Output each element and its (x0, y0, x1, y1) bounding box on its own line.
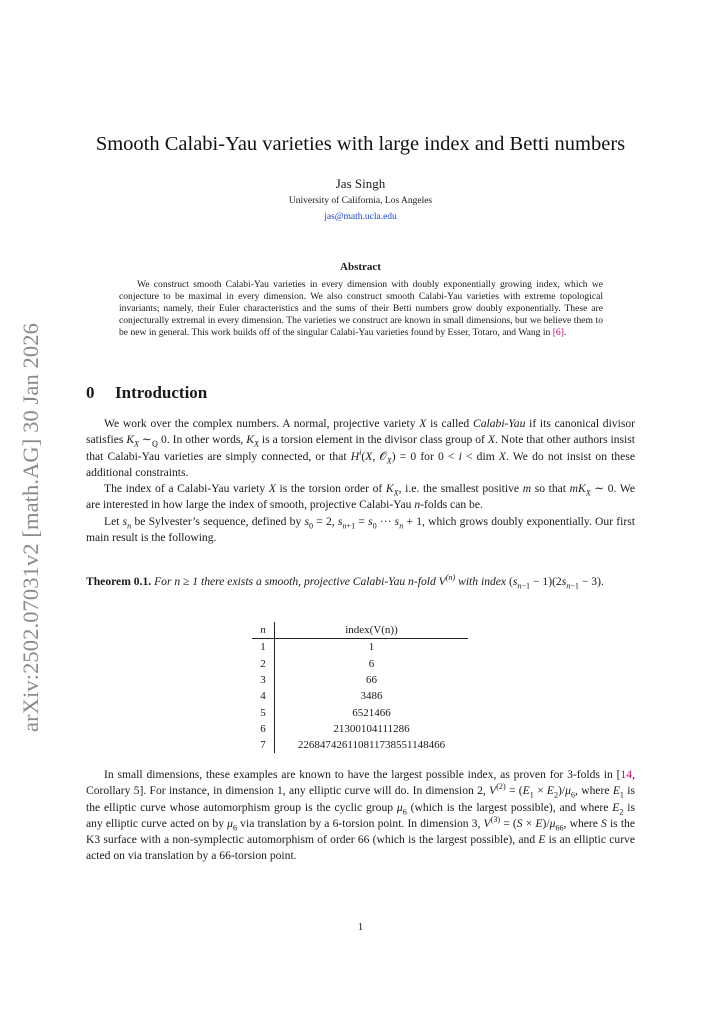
table-row (252, 737, 468, 753)
table-cell-index: 66 (366, 674, 377, 687)
section-title: Introduction (115, 383, 208, 402)
section-number: 0 (86, 383, 95, 402)
table-header-n: n (252, 622, 275, 639)
theorem-statement: Theorem 0.1. For n ≥ 1 there exists a smooth, projective Calabi-Yau n-fold $V^{(n)}$ with index $(s_{n-1} - 1)(2s_{n-1} - 3)$. (86, 573, 604, 591)
table-cell-n: 1 (252, 639, 275, 656)
section-heading (86, 383, 207, 403)
citation-link[interactable]: [6] (552, 327, 564, 339)
paper-title: Smooth Calabi-Yau varieties with large index and Betti numbers (95, 133, 626, 155)
abstract-body: We construct smooth Calabi-Yau varieties in every dimension with doubly exponentially growing index, which we conjecture to be maximal in every dimension. We also construct smooth Calabi-Yau varieties with extreme topological invariants; namely, their Euler characteristics and the sums of their Betti numbers grow doubly exponentially. These are conjecturally extremal in every dimension. The varieties we construct are known in small dimensions, but we believe them to be new in general. This work builds off of the singular Calabi-Yau varieties found by Esser, Totaro, and Wang in (119, 279, 603, 339)
table-row (252, 656, 468, 672)
intro-paragraphs (86, 416, 635, 546)
table-cell-index: 6 (368, 657, 375, 670)
table-cell-index: 1 (368, 641, 375, 654)
table-row (252, 639, 468, 656)
paragraph: We work over the complex numbers. A normal, projective variety X is called Calabi-Yau if its canonical divisor satisfies $K_X$ $\sim_ℚ$ 0. In other words, $K_X$ is a torsion element in the divisor class group of X. Note that other authors insist that Calabi-Yau varieties are simply connected, or that $H^i(X$, 𝒪$_X$) = 0 for 0 < i < dim X. We do not insist on these additional constraints. (86, 417, 635, 479)
abstract-text (119, 279, 603, 339)
table-cell-index: 21300104111286 (333, 722, 410, 735)
table-row (252, 688, 468, 704)
table-row (252, 672, 468, 688)
author-affiliation: University of California, Los Angeles (288, 196, 433, 206)
table-cell-n: 3 (252, 672, 275, 688)
table-cell-index: 3486 (360, 690, 383, 703)
table-row (252, 721, 468, 737)
paragraph: In small dimensions, these examples are known to have the largest possible index, as proven for 3-folds in [14, Corollary 5]. For instance, in dimension 1, any elliptic curve will do. In dimension 2, $V^{(2)} = (E_1 \times E_2)/\mu_6$, where $E_1$ is the elliptic curve whose automorphism group is the cyclic group $\mu_6$ (which is the largest possible), and where $E_2$ is any elliptic curve acted on by $\mu_6$ via translation by a 6-torsion point. In dimension 3, $V^{(3)} = (S \times E)/\mu_{66}$, where S is the K3 surface with a non-symplectic automorphism of order 66 (which is the largest possible), and E is an elliptic curve acted on via translation by a 66-torsion point. (86, 768, 636, 863)
table-header-row (252, 622, 468, 639)
theorem-block (86, 574, 635, 590)
citation-link[interactable]: 14 (620, 768, 633, 781)
table-cell-index: 6521466 (352, 706, 391, 719)
table-cell-n: 6 (252, 721, 275, 737)
table-cell-n: 7 (252, 737, 275, 753)
page-number: 1 (357, 921, 364, 933)
table-row (252, 704, 468, 720)
table-cell-n: 5 (252, 704, 275, 720)
abstract-heading: Abstract (340, 261, 381, 273)
index-table (252, 622, 468, 753)
table-cell-n: 2 (252, 656, 275, 672)
table-cell-index: 226847426110811738551148466 (297, 739, 446, 752)
table-cell-n: 4 (252, 688, 275, 704)
paragraph: Let $s_n$ be Sylvester’s sequence, defined by $s_0 = 2$, $s_{n+1} = s_0$ ··· $s_n + 1$, which grows doubly exponentially. Our first main result is the following. (86, 514, 635, 545)
closing-paragraph-block (86, 767, 635, 865)
paragraph: The index of a Calabi-Yau variety X is the torsion order of $K_X$, i.e. the smallest positive m so that $mK_X$ ∼ 0. We are interested in how large the index of smooth, projective Calabi-Yau n-folds can be. (86, 482, 635, 512)
author-email-link[interactable]: jas@math.ucla.edu (324, 212, 397, 222)
abstract-end: . (563, 327, 567, 339)
table-header-index: index(V(n)) (275, 622, 469, 639)
arxiv-stamp: arXiv:2502.07031v2 [math.AG] 30 Jan 2026 (18, 323, 43, 732)
author-name: Jas Singh (335, 176, 386, 191)
